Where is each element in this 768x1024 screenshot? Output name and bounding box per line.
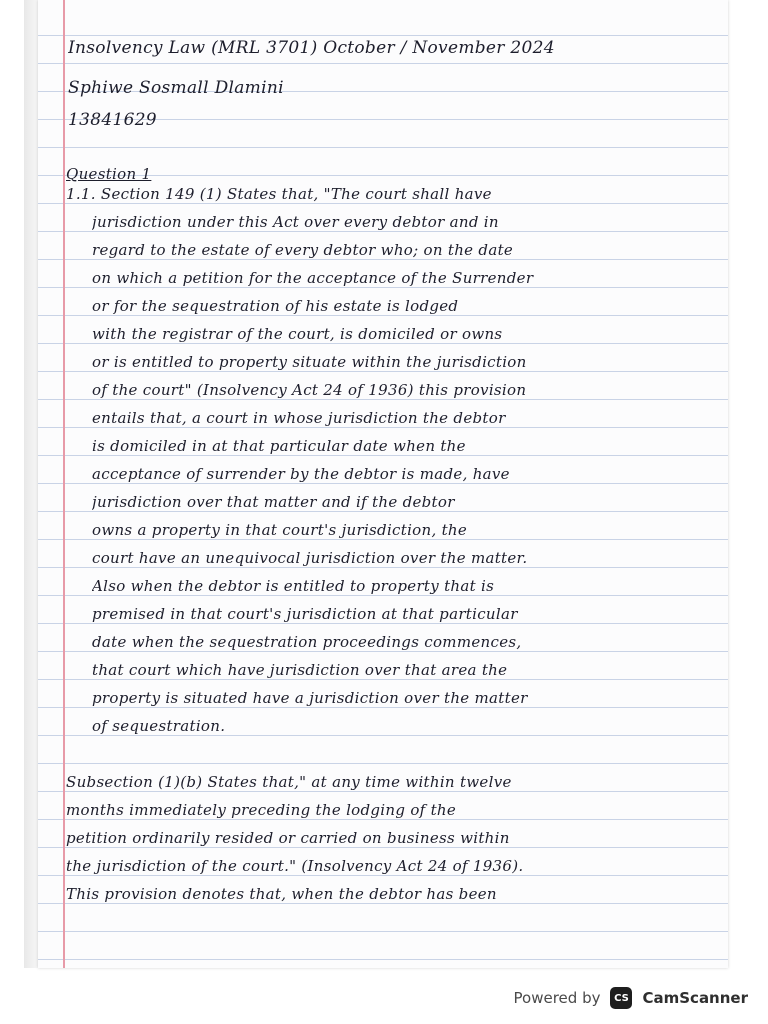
text-line: of the court" (Insolvency Act 24 of 1936) this provision <box>92 381 527 399</box>
text-line: of sequestration. <box>92 717 226 735</box>
text-line: petition ordinarily resided or carried on business within <box>66 829 510 847</box>
text-line: property is situated have a jurisdiction over the matter <box>92 689 528 707</box>
powered-by-label: Powered by <box>513 989 601 1007</box>
text-line: entails that, a court in whose jurisdiction the debtor <box>92 409 506 427</box>
text-line: regard to the estate of every debtor who; on the date <box>92 241 514 259</box>
text-line: jurisdiction over that matter and if the debtor <box>92 493 455 511</box>
camscanner-brand: CamScanner <box>642 989 748 1007</box>
student-name: Sphiwe Sosmall Dlamini <box>68 78 284 98</box>
question-heading: Question 1 <box>66 165 152 183</box>
text-line: is domiciled in at that particular date when the <box>92 437 466 455</box>
text-line: on which a petition for the acceptance of the Surrender <box>92 269 534 287</box>
course-title: Insolvency Law (MRL 3701) October / November 2024 <box>68 38 555 58</box>
camscanner-logo-icon: CS <box>610 987 632 1009</box>
text-line: owns a property in that court's jurisdiction, the <box>92 521 468 539</box>
text-line: or is entitled to property situate within the jurisdiction <box>92 353 527 371</box>
text-line: months immediately preceding the lodging of the <box>66 801 457 819</box>
text-line: date when the sequestration proceedings commences, <box>92 633 522 651</box>
text-line: that court which have jurisdiction over that area the <box>92 661 508 679</box>
student-number: 13841629 <box>68 110 157 130</box>
text-line: with the registrar of the court, is domiciled or owns <box>92 325 503 343</box>
paper-edge <box>24 0 38 968</box>
text-line: acceptance of surrender by the debtor is made, have <box>92 465 510 483</box>
camscanner-watermark <box>514 984 748 1012</box>
text-line: 1.1. Section 149 (1) States that, "The court shall have <box>66 185 492 203</box>
text-line: Also when the debtor is entitled to property that is <box>92 577 495 595</box>
text-line: Subsection (1)(b) States that," at any time within twelve <box>66 773 512 791</box>
text-line: jurisdiction under this Act over every debtor and in <box>92 213 499 231</box>
margin-line <box>63 0 65 968</box>
text-line: This provision denotes that, when the debtor has been <box>66 885 497 903</box>
text-line: the jurisdiction of the court." (Insolvency Act 24 of 1936). <box>66 857 524 875</box>
text-line: court have an unequivocal jurisdiction over the matter. <box>92 549 528 567</box>
text-line: premised in that court's jurisdiction at that particular <box>92 605 518 623</box>
text-line: or for the sequestration of his estate is lodged <box>92 297 459 315</box>
